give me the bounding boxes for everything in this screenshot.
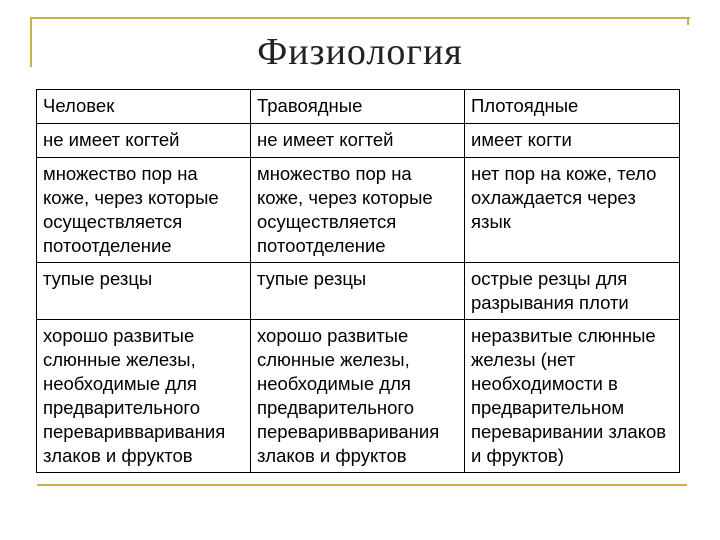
table-row-claws bbox=[37, 124, 680, 158]
table-cell: не имеет когтей bbox=[37, 124, 251, 158]
table-row-salivary bbox=[37, 320, 680, 473]
table-cell: имеет когти bbox=[465, 124, 680, 158]
table-cell: тупые резцы bbox=[37, 263, 251, 320]
frame-right-line bbox=[687, 17, 689, 25]
table-cell: тупые резцы bbox=[251, 263, 465, 320]
slide-title: Физиология bbox=[257, 31, 463, 73]
table-cell: не имеет когтей bbox=[251, 124, 465, 158]
frame-top-line bbox=[30, 17, 690, 19]
table-cell: хорошо развитые слюнные железы, необходимые для предварительного переваривваривания злаков и фруктов bbox=[251, 320, 465, 473]
table-cell: нет пор на коже, тело охлаждается через язык bbox=[465, 158, 680, 263]
header-carnivores: Плотоядные bbox=[465, 90, 680, 124]
frame-bottom-line bbox=[37, 484, 687, 486]
header-human: Человек bbox=[37, 90, 251, 124]
table-row-incisors bbox=[37, 263, 680, 320]
table-cell: острые резцы для разрывания плоти bbox=[465, 263, 680, 320]
comparison-table bbox=[36, 89, 680, 473]
table-cell: множество пор на коже, через которые осуществляется потоотделение bbox=[251, 158, 465, 263]
table-cell: неразвитые слюнные железы (нет необходимости в предварительном переваривании злаков и фруктов) bbox=[465, 320, 680, 473]
table-cell: множество пор на коже, через которые осуществляется потоотделение bbox=[37, 158, 251, 263]
table-row-pores bbox=[37, 158, 680, 263]
table-header-row bbox=[37, 90, 680, 124]
header-herbivores: Травоядные bbox=[251, 90, 465, 124]
table-cell: хорошо развитые слюнные железы, необходимые для предварительного переваривваривания злаков и фруктов bbox=[37, 320, 251, 473]
